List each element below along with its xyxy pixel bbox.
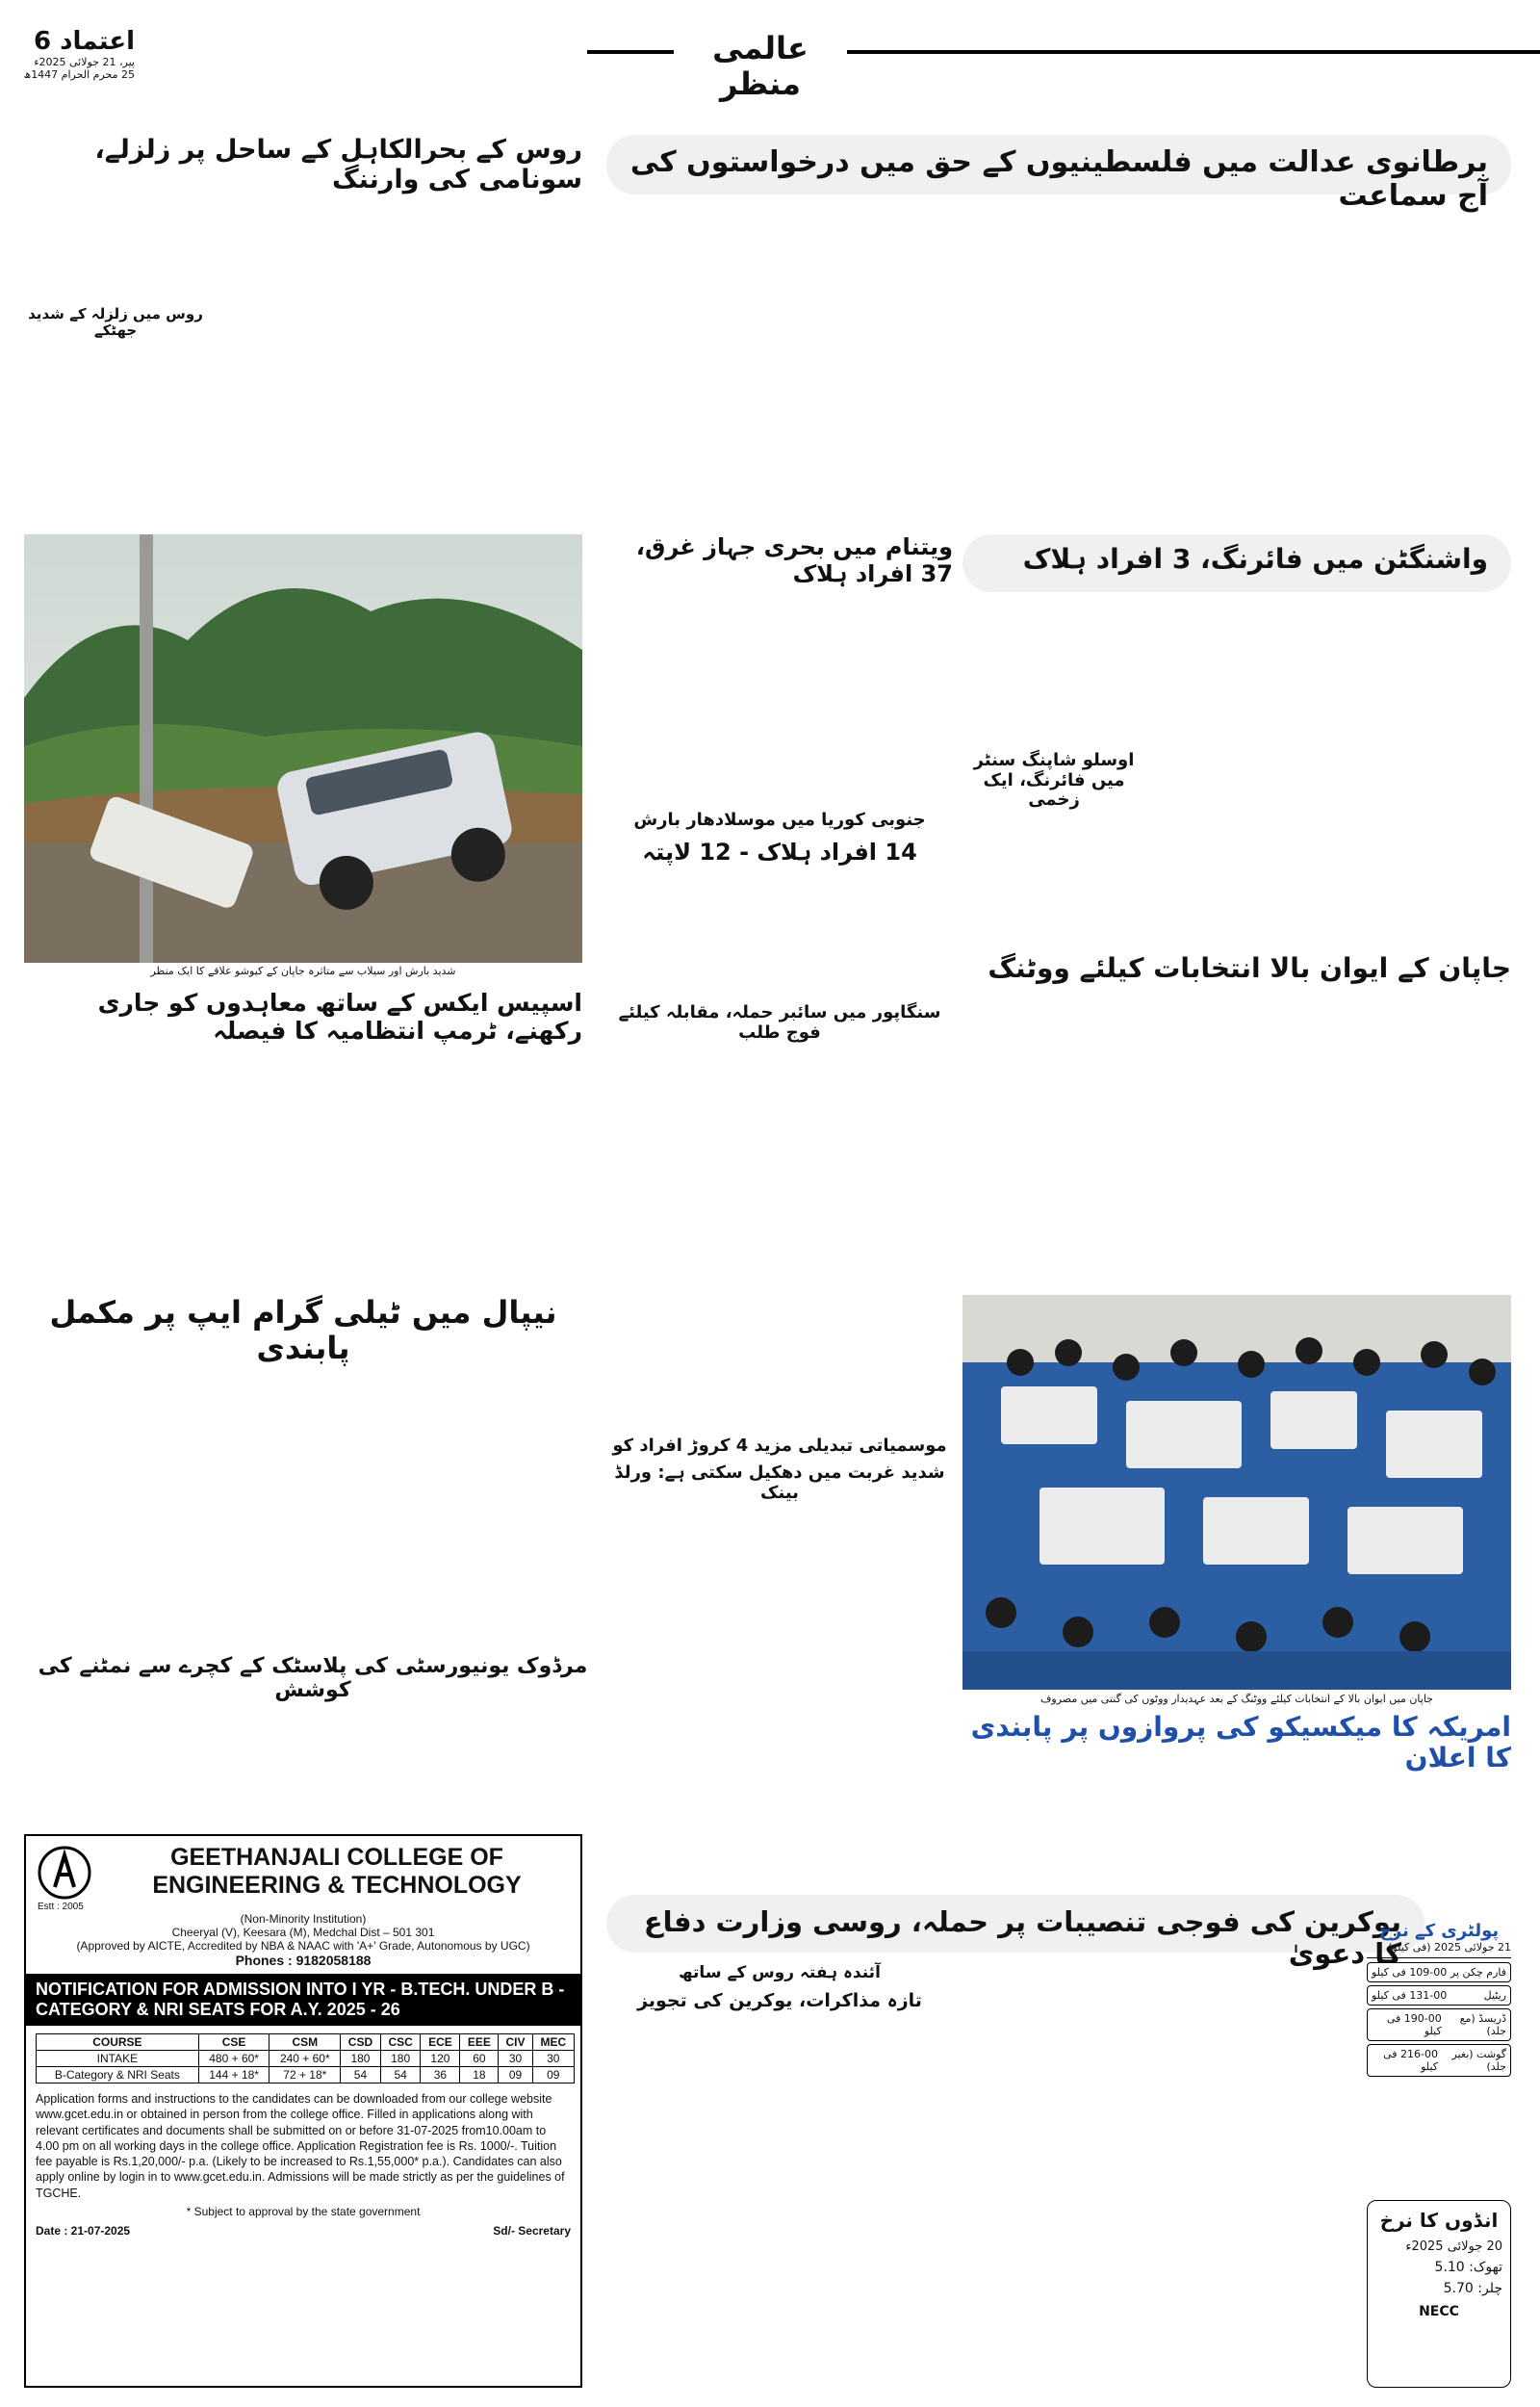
poultry-row-value: 190-00 فی کیلو bbox=[1386, 2012, 1442, 2037]
poultry-row bbox=[1367, 1962, 1511, 1982]
article-korea-body bbox=[606, 874, 953, 999]
seat-table-cell: B-Category & NRI Seats bbox=[37, 2067, 199, 2083]
section-title: عالمی منظر bbox=[674, 31, 847, 79]
admission-notification: NOTIFICATION FOR ADMISSION INTO I YR - B.TECH. UNDER B - CATEGORY & NRI SEATS FOR A.Y. 2025 - 26 bbox=[26, 1974, 580, 2026]
seat-table-header-cell: CIV bbox=[499, 2034, 532, 2051]
seat-table-cell: 72 + 18* bbox=[270, 2067, 341, 2083]
seat-table-cell: 240 + 60* bbox=[270, 2051, 341, 2067]
egg-date: 20 جولائی 2025ء bbox=[1405, 2239, 1502, 2254]
seat-table-cell: 480 + 60* bbox=[198, 2051, 270, 2067]
poultry-row bbox=[1367, 2008, 1511, 2041]
japan-photo-caption: جاپان میں ایوان بالا کے انتخابات کیلئے ووٹنگ کے بعد عہدیدار ووٹوں کی گنتی میں مصروف bbox=[1040, 1693, 1433, 1705]
seat-table-cell: 54 bbox=[380, 2067, 421, 2083]
article-russia-body bbox=[24, 329, 582, 531]
egg-retail: چلر: 5.70 bbox=[1443, 2281, 1502, 2296]
article-singapore-body bbox=[606, 1034, 953, 1434]
college-name-line1: GEETHANJALI COLLEGE OF bbox=[170, 1844, 503, 1871]
headline-washington: واشنگٹن میں فائرنگ، 3 افراد ہلاک bbox=[962, 534, 1511, 592]
seat-table-header-cell: MEC bbox=[532, 2034, 574, 2051]
article-ukraine-body bbox=[962, 1964, 1357, 2388]
seat-table-row bbox=[37, 2051, 575, 2067]
seat-table-cell: 180 bbox=[341, 2051, 381, 2067]
college-name-line2: ENGINEERING & TECHNOLOGY bbox=[152, 1872, 522, 1899]
egg-rates-box bbox=[1367, 2200, 1511, 2388]
seat-table-body bbox=[37, 2051, 575, 2083]
poultry-row-value: 109-00 فی کیلو bbox=[1372, 1966, 1448, 1979]
article-vietnam-body bbox=[606, 585, 953, 807]
article-spacex-body bbox=[24, 1048, 582, 1288]
subhead-korea-rain: جنوبی کوریا میں موسلادھار بارش bbox=[633, 810, 926, 830]
seat-table-header-cell: CSD bbox=[341, 2034, 381, 2051]
headline-japan: جاپان کے ایوان بالا انتخابات کیلئے ووٹنگ bbox=[988, 952, 1511, 984]
seat-table-cell: 180 bbox=[380, 2051, 421, 2067]
headline-spacex: اسپیس ایکس کے ساتھ معاہدوں کو جاری رکھنے، ٹرمپ انتظامیہ کا فیصلہ bbox=[97, 989, 582, 1045]
egg-wholesale: تھوک: 5.10 bbox=[1434, 2260, 1502, 2275]
seat-table-header-cell: CSC bbox=[380, 2034, 421, 2051]
japan-photo bbox=[962, 1295, 1511, 1690]
seat-table-cell: 54 bbox=[341, 2067, 381, 2083]
subhead-ukraine-1: آئندہ ہفتہ روس کے ساتھ bbox=[679, 1963, 881, 1982]
ad-footer bbox=[26, 2218, 580, 2243]
seat-table-header-cell: CSM bbox=[270, 2034, 341, 2051]
article-oslo-body bbox=[962, 809, 1511, 948]
poultry-row-label: گوشت (بغیر جلد) bbox=[1451, 2048, 1506, 2073]
headline-usa-mexico: امریکہ کا میکسیکو کی پروازوں پر پابندی کا اعلان bbox=[970, 1711, 1511, 1774]
subhead-singapore: سنگاپور میں سائبر حملہ، مقابلہ کیلئے فوج طلب bbox=[618, 1002, 941, 1043]
college-phones: Phones : 9182058188 bbox=[235, 1953, 372, 1968]
seat-table-cell: INTAKE bbox=[37, 2051, 199, 2067]
seat-table-cell: 09 bbox=[499, 2067, 532, 2083]
seat-table-header-cell: EEE bbox=[460, 2034, 499, 2051]
college-minority: (Non-Minority Institution) bbox=[240, 1912, 367, 1926]
seat-table-cell: 144 + 18* bbox=[198, 2067, 270, 2083]
seat-table-cell: 30 bbox=[532, 2051, 574, 2067]
poultry-row bbox=[1367, 2044, 1511, 2077]
article-murdoch-body bbox=[24, 1696, 602, 1826]
article-uk-court-body bbox=[606, 204, 1511, 522]
seat-table-cell: 18 bbox=[460, 2067, 499, 2083]
poultry-row-label: فارم چکن پر bbox=[1450, 1966, 1506, 1979]
college-estd: Estt : 2005 bbox=[38, 1902, 84, 1912]
subhead-russia: روس میں زلزلہ کے شدید جھٹکے bbox=[28, 305, 203, 340]
article-nepal-body bbox=[24, 1358, 582, 1646]
seat-table-header-cell: CSE bbox=[198, 2034, 270, 2051]
poultry-row-label: ریٹیل bbox=[1483, 1989, 1506, 2002]
seat-table-cell: 30 bbox=[499, 2051, 532, 2067]
seat-table-cell: 09 bbox=[532, 2067, 574, 2083]
flood-photo-caption: شدید بارش اور سیلاب سے متاثرہ جاپان کے کیوشو علاقے کا ایک منظر bbox=[150, 965, 456, 977]
poultry-row-value: 216-00 فی کیلو bbox=[1383, 2048, 1439, 2073]
ad-signature: Sd/- Secretary bbox=[493, 2223, 571, 2238]
headline-uk-court: برطانوی عدالت میں فلسطینیوں کے حق میں درخواستوں کی آج سماعت bbox=[606, 135, 1511, 194]
article-japan-body bbox=[962, 1006, 1511, 1290]
masthead-date: پیر، 21 جولائی 2025ء bbox=[34, 56, 135, 68]
subhead-climate-1: موسمیاتی تبدیلی مزید 4 کروڑ افراد کو bbox=[612, 1436, 947, 1456]
egg-title: انڈوں کا نرخ bbox=[1379, 2209, 1499, 2232]
poultry-row-label: ڈریسڈ (مع جلد) bbox=[1459, 2012, 1506, 2037]
masthead-brand-block bbox=[19, 27, 135, 99]
subhead-korea-dead: 14 افراد ہلاک - 12 لاپتہ bbox=[642, 839, 917, 866]
headline-vietnam: ویتنام میں بحری جہاز غرق، 37 افراد ہلاک bbox=[635, 533, 953, 587]
subhead-washington: اوسلو شاپنگ سنٹر میں فائرنگ، ایک زخمی bbox=[973, 750, 1135, 811]
poultry-date: 21 جولائی 2025 (فی کیلو) bbox=[1367, 1941, 1511, 1958]
headline-murdoch: مرڈوک یونیورسٹی کی پلاسٹک کے کچرے سے نمٹنے کی کوشش bbox=[38, 1654, 588, 1703]
headline-ukraine: یوکرین کی فوجی تنصیبات پر حملہ، روسی وزارت دفاع کا دعویٰ bbox=[606, 1895, 1424, 1953]
poultry-rows bbox=[1367, 1962, 1511, 2077]
seat-table-cell: 120 bbox=[421, 2051, 460, 2067]
ad-body-text: Application forms and instructions to the candidates can be downloaded from our college website www.gcet.edu.in or obtained in person from the college office. Filled in applications along with relevant certificates and documents shall be submitted on or before 31-07-2025 from10.00am to 4.00 pm on all working days in the college office. Application Registration fee is Rs. 1000/-. Tuition fee payable is Rs.1,20,000/- p.a. (Likely to be increased to Rs.1,55,000* p.a.). Candidates can also apply online by login in to www.gcet.edu.in. Admissions will be made strictly as per the guidelines of TGCHE. bbox=[36, 2092, 565, 2200]
college-approval: (Approved by AICTE, Accredited by NBA & NAAC with 'A+' Grade, Autonomous by UGC) bbox=[76, 1939, 530, 1953]
headline-russia: روس کے بحرالکاہل کے ساحل پر زلزلے، سونامی کی وارننگ bbox=[94, 135, 582, 195]
subhead-climate-2: شدید غربت میں دھکیل سکتی ہے: ورلڈ بینک bbox=[614, 1462, 945, 1503]
poultry-rates-box bbox=[1367, 1921, 1511, 2113]
ad-subject-note: * Subject to approval by the state government bbox=[186, 2204, 421, 2218]
poultry-row-value: 131-00 فی کیلو bbox=[1372, 1989, 1448, 2002]
poultry-title: پولٹری کے نرخ bbox=[1378, 1921, 1500, 1941]
article-ukraine-talks-body bbox=[606, 2022, 953, 2388]
egg-source: NECC bbox=[1419, 2304, 1459, 2319]
article-usa-mexico-body bbox=[606, 1772, 1511, 1887]
flood-photo bbox=[24, 534, 582, 963]
seat-table-cell: 60 bbox=[460, 2051, 499, 2067]
article-washington-body bbox=[962, 602, 1511, 746]
masthead-hijri-date: 25 محرم الحرام 1447ھ bbox=[23, 68, 135, 81]
seat-table-row bbox=[37, 2067, 575, 2083]
seat-table-header-cell: COURSE bbox=[37, 2034, 199, 2051]
brand-name: اعتماد 6 bbox=[34, 27, 135, 56]
seat-table-cell: 36 bbox=[421, 2067, 460, 2083]
subhead-ukraine-2: تازہ مذاکرات، یوکرین کی تجویز bbox=[637, 1990, 922, 2011]
article-russia-body-top bbox=[24, 191, 582, 306]
college-logo-icon bbox=[36, 1844, 103, 1902]
seat-table bbox=[36, 2033, 575, 2083]
college-ad bbox=[24, 1834, 582, 2388]
seat-table-header-cell: ECE bbox=[421, 2034, 460, 2051]
headline-nepal: نیپال میں ٹیلی گرام ایپ پر مکمل پابندی bbox=[49, 1294, 557, 1366]
college-address: Cheeryal (V), Keesara (M), Medchal Dist – 501 301 bbox=[171, 1926, 435, 1939]
seat-table-header bbox=[37, 2034, 575, 2051]
ad-date: Date : 21-07-2025 bbox=[36, 2223, 131, 2238]
poultry-row bbox=[1367, 1985, 1511, 2006]
